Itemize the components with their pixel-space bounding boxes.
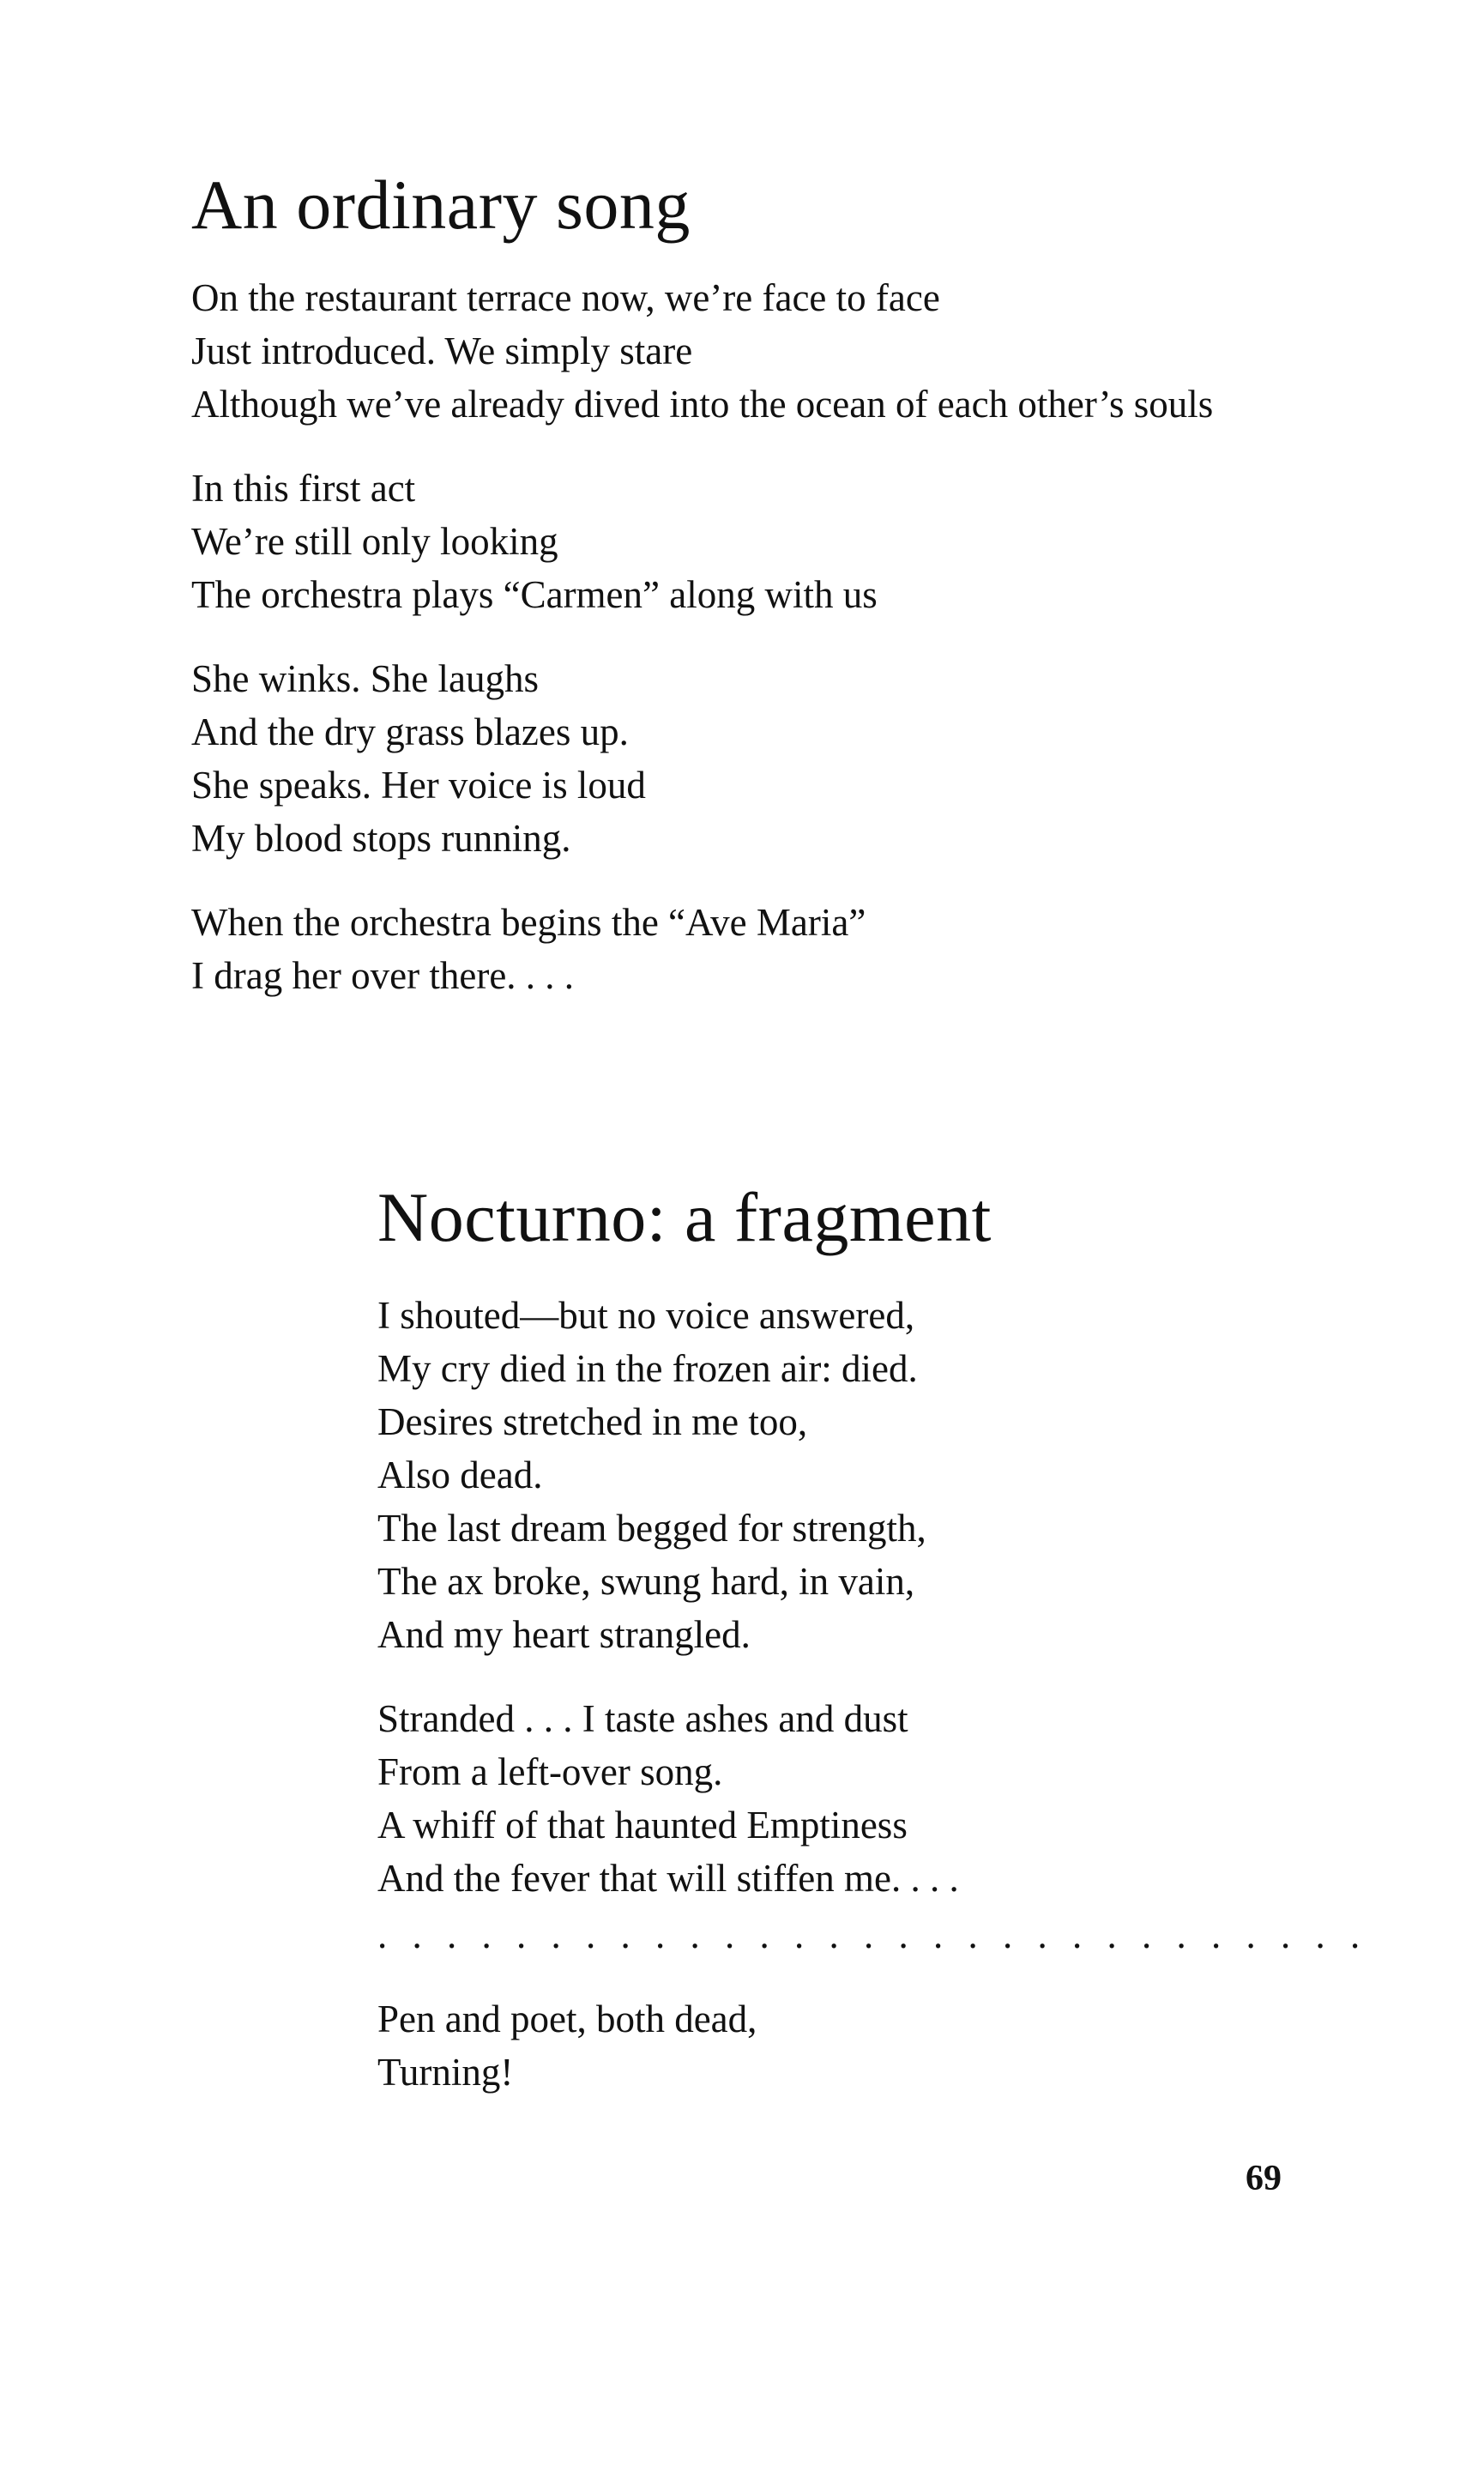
poem-line: In this first act	[191, 467, 416, 510]
poem-line: Pen and poet, both dead,	[377, 1998, 757, 2040]
poem-line: The ax broke, swung hard, in vain,	[377, 1560, 915, 1603]
poem-line: The orchestra plays “Carmen” along with us	[191, 573, 878, 616]
poem-line: And my heart strangled.	[377, 1613, 751, 1656]
poem-line: And the dry grass blazes up.	[191, 710, 629, 753]
poem-line: We’re still only looking	[191, 520, 558, 563]
ellipsis-divider: . . . . . . . . . . . . . . . . . . . . . . . . . . . . .	[377, 1913, 1368, 1956]
poem-line: Just introduced. We simply stare	[191, 329, 693, 372]
stanza	[377, 1992, 1364, 2099]
stanza	[191, 271, 1409, 431]
poem-line: And the fever that will stiffen me. . . .	[377, 1857, 959, 1900]
poem-line: On the restaurant terrace now, we’re face to face	[191, 276, 940, 319]
poem-line: I shouted—but no voice answered,	[377, 1294, 915, 1337]
stanza	[191, 896, 1409, 1002]
poem-nocturno-a-fragment	[377, 1178, 1368, 2099]
poem-line: Also dead.	[377, 1454, 543, 1496]
poem-line: Desires stretched in me too,	[377, 1400, 808, 1443]
poem-line: My blood stops running.	[191, 817, 571, 860]
poem-line: She speaks. Her voice is loud	[191, 764, 646, 807]
stanza	[191, 462, 1409, 621]
poem-an-ordinary-song	[191, 166, 1409, 1002]
poem-line: Stranded . . . I taste ashes and dust	[377, 1697, 908, 1740]
stanza	[377, 1908, 1368, 1961]
poem-line: A whiff of that haunted Emptiness	[377, 1804, 908, 1846]
poem-line: The last dream begged for strength,	[377, 1507, 926, 1550]
poem-line: I drag her over there. . . .	[191, 954, 575, 997]
poem-title: An ordinary song	[191, 166, 691, 244]
poem-line: My cry died in the frozen air: died.	[377, 1347, 918, 1390]
stanza	[191, 652, 1409, 865]
poem-line: Turning!	[377, 2051, 514, 2094]
poem-line: When the orchestra begins the “Ave Maria”	[191, 901, 866, 944]
poem-line: Although we’ve already dived into the ocean of each other’s souls	[191, 383, 1214, 426]
stanza	[377, 1289, 1364, 1661]
poem-title: Nocturno: a fragment	[377, 1178, 992, 1256]
stanza	[377, 1692, 1364, 1905]
page-number: 69	[1246, 2159, 1282, 2198]
poem-line: From a left-over song.	[377, 1750, 723, 1793]
poem-line: She winks. She laughs	[191, 657, 539, 700]
